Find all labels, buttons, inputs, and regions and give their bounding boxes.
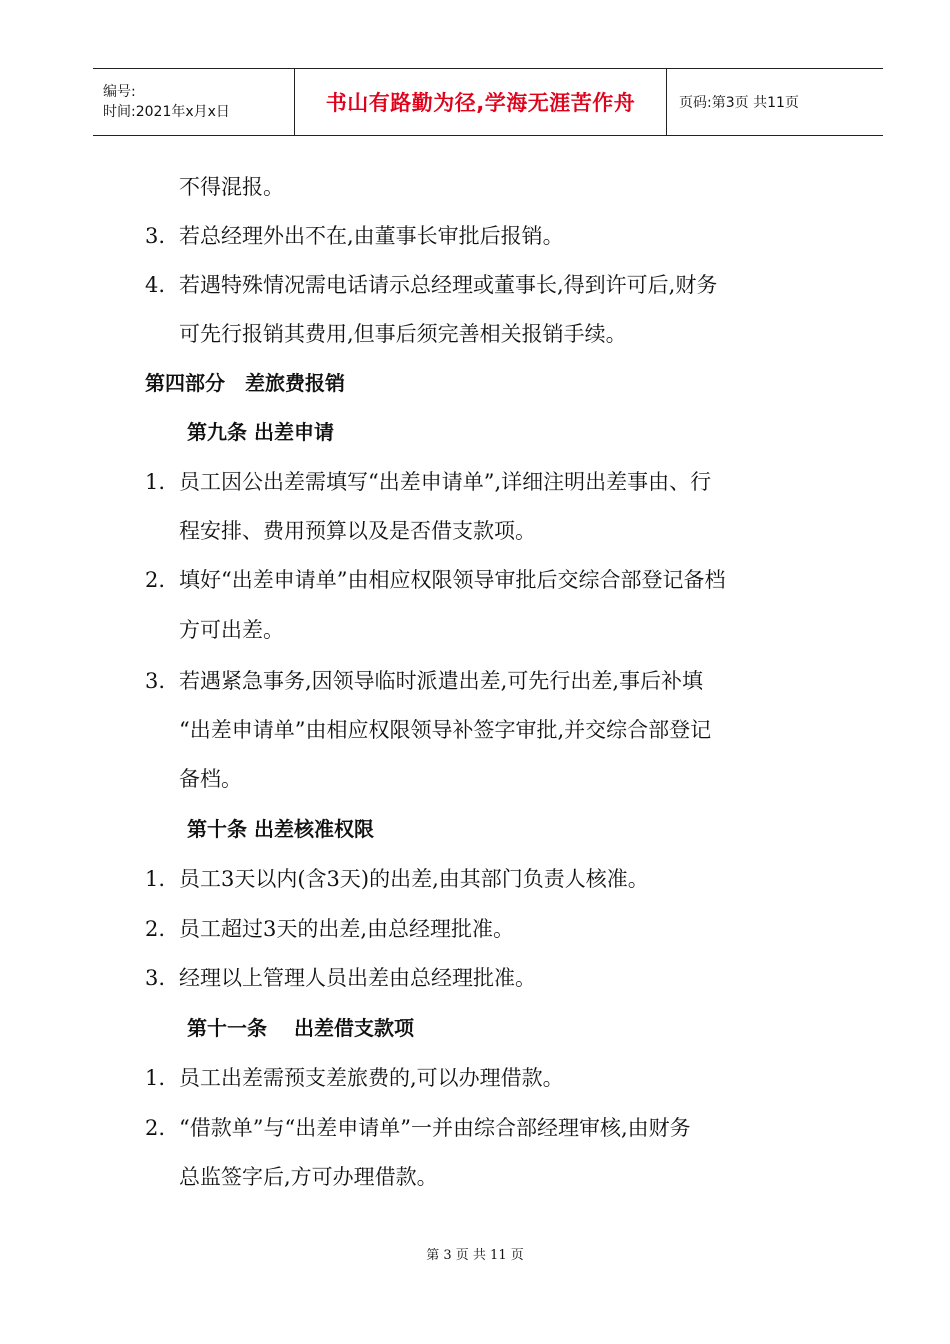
list-item-continuation: 可先行报销其费用,但事后须完善相关报销手续。 xyxy=(179,322,627,346)
article-title: 第十条 出差核准权限 xyxy=(187,817,374,841)
list-item: 2. 填好“出差申请单”由相应权限领导审批后交综合部登记备档 xyxy=(145,568,726,592)
list-item: 3. 若遇紧急事务,因领导临时派遣出差,可先行出差,事后补填 xyxy=(145,669,704,693)
list-item: 3. 经理以上管理人员出差由总经理批准。 xyxy=(145,966,536,990)
header-meta xyxy=(93,69,295,135)
list-item: 3. 若总经理外出不在,由董事长审批后报销。 xyxy=(145,224,564,248)
list-item: 1. 员工因公出差需填写“出差申请单”,详细注明出差事由、行 xyxy=(145,470,712,494)
list-item: 1. 员工出差需预支差旅费的,可以办理借款。 xyxy=(145,1066,564,1090)
document-header xyxy=(93,68,883,136)
list-item-continuation: 程安排、费用预算以及是否借支款项。 xyxy=(179,519,536,543)
list-item-continuation: 备档。 xyxy=(179,767,242,791)
header-page-info: 页码:第3页 共11页 xyxy=(679,95,799,111)
list-item-continuation: 方可出差。 xyxy=(179,618,284,642)
list-item: 2. “借款单”与“出差申请单”一并由综合部经理审核,由财务 xyxy=(145,1116,691,1140)
page-footer: 第 3 页 共 11 页 xyxy=(426,1248,524,1263)
document-number-label: 编号: xyxy=(103,84,136,100)
header-motto: 书山有路勤为径,学海无涯苦作舟 xyxy=(295,69,667,135)
list-item-continuation: 总监签字后,方可办理借款。 xyxy=(179,1165,438,1189)
paragraph-continuation: 不得混报。 xyxy=(179,175,284,199)
list-item: 2. 员工超过3天的出差,由总经理批准。 xyxy=(145,917,515,941)
list-item: 1. 员工3天以内(含3天)的出差,由其部门负责人核准。 xyxy=(145,867,649,891)
list-item: 4. 若遇特殊情况需电话请示总经理或董事长,得到许可后,财务 xyxy=(145,273,718,297)
article-title: 第九条 出差申请 xyxy=(187,420,334,444)
document-date: 时间:2021年x月x日 xyxy=(103,104,230,120)
list-item-continuation: “出差申请单”由相应权限领导补签字审批,并交综合部登记 xyxy=(179,718,712,742)
section-title: 第四部分 差旅费报销 xyxy=(145,371,345,395)
article-title: 第十一条 出差借支款项 xyxy=(187,1016,414,1040)
